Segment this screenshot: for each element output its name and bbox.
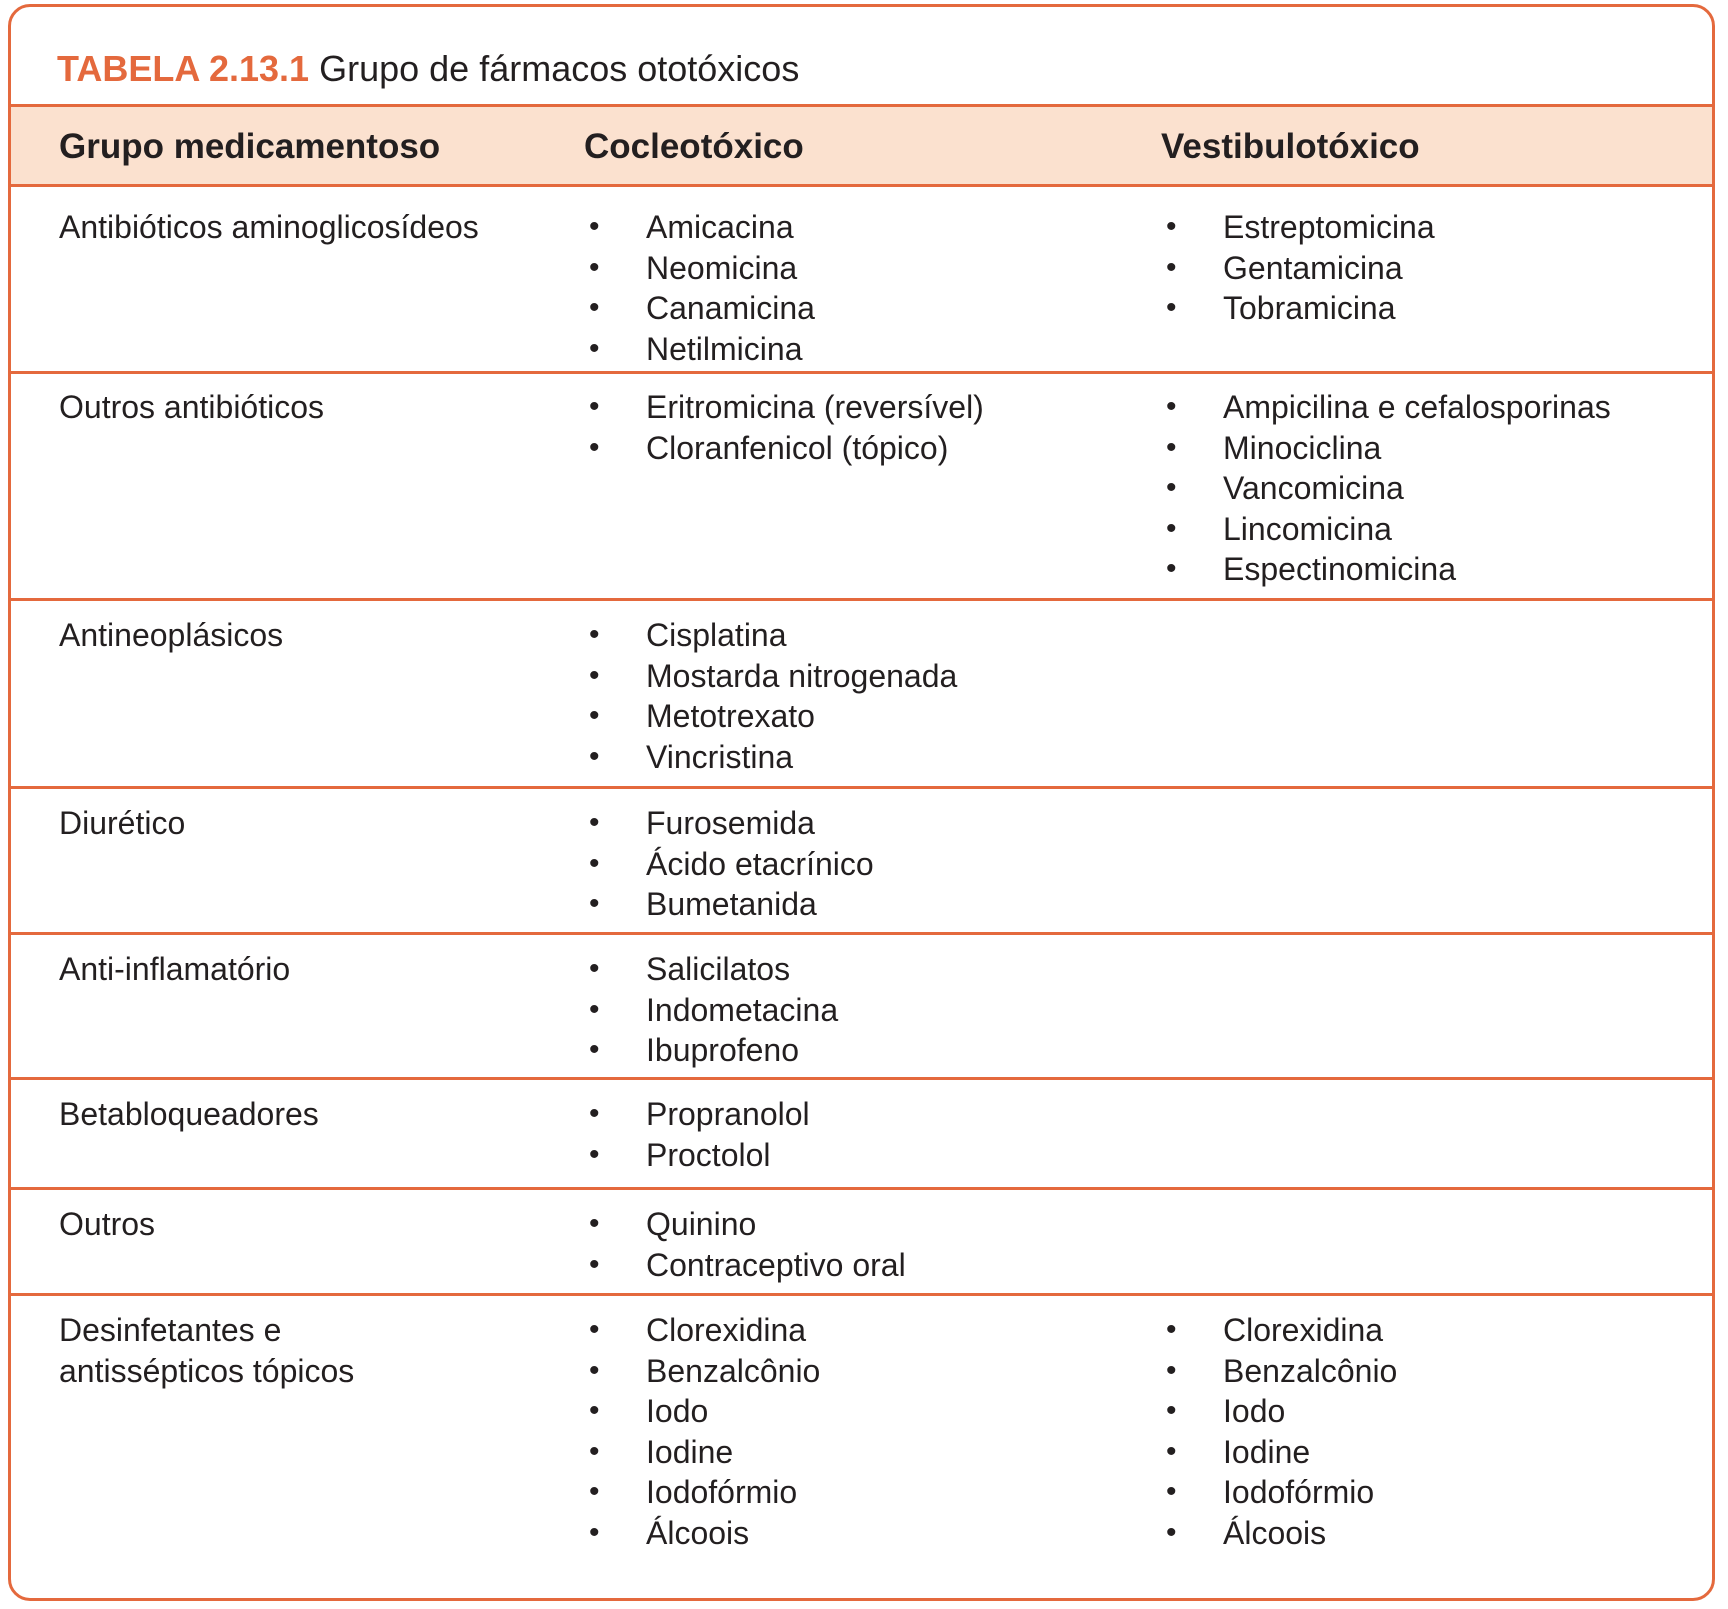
list-item: • Ibuprofeno: [589, 1030, 838, 1071]
list-item: • Amicacina: [589, 207, 815, 248]
table-row: [11, 374, 1712, 601]
list-item: • Eritromicina (reversível): [589, 387, 984, 428]
group-cell: Diurético: [59, 805, 186, 841]
table-body: [11, 187, 1712, 1581]
list-item: • Netilmicina: [589, 329, 815, 370]
list-item: • Cisplatina: [589, 615, 957, 656]
table-label: TABELA 2.13.1: [57, 48, 310, 89]
list-item: • Iodine: [1166, 1432, 1397, 1473]
table-row: [11, 1296, 1712, 1581]
cocleotoxico-list: [589, 207, 815, 369]
list-item: • Iodofórmio: [1166, 1472, 1397, 1513]
group-cell: Antibióticos aminoglicosídeos: [59, 209, 479, 245]
group-cell: Desinfetantes e antissépticos tópicos: [59, 1312, 355, 1389]
list-item: • Clorexidina: [589, 1310, 820, 1351]
list-item: • Espectinomicina: [1166, 549, 1611, 590]
list-item: • Benzalcônio: [589, 1351, 820, 1392]
list-item: • Gentamicina: [1166, 248, 1435, 289]
list-item: • Benzalcônio: [1166, 1351, 1397, 1392]
list-item: • Ácido etacrínico: [589, 844, 874, 885]
list-item: • Tobramicina: [1166, 288, 1435, 329]
header-vestibulotoxico: Vestibulotóxico: [1161, 127, 1420, 166]
list-item: • Quinino: [589, 1204, 906, 1245]
vestibulotoxico-list: [1166, 1310, 1397, 1553]
list-item: • Álcoois: [1166, 1513, 1397, 1554]
list-item: • Cloranfenicol (tópico): [589, 428, 984, 469]
table-row: [11, 1080, 1712, 1190]
table-row: [11, 935, 1712, 1080]
list-item: • Salicilatos: [589, 949, 838, 990]
list-item: • Contraceptivo oral: [589, 1245, 906, 1286]
list-item: • Iodine: [589, 1432, 820, 1473]
list-item: • Estreptomicina: [1166, 207, 1435, 248]
header-cocleotoxico: Cocleotóxico: [584, 127, 804, 166]
list-item: • Minociclina: [1166, 428, 1611, 469]
group-cell: Antineoplásicos: [59, 617, 284, 653]
list-item: • Propranolol: [589, 1094, 810, 1135]
list-item: • Ampicilina e cefalosporinas: [1166, 387, 1611, 428]
group-cell: Outros antibióticos: [59, 389, 325, 425]
table-frame: [8, 4, 1715, 1601]
list-item: • Mostarda nitrogenada: [589, 656, 957, 697]
list-item: • Álcoois: [589, 1513, 820, 1554]
table-row: [11, 789, 1712, 935]
group-cell: Outros: [59, 1206, 156, 1242]
list-item: • Iodo: [589, 1391, 820, 1432]
list-item: • Canamicina: [589, 288, 815, 329]
cocleotoxico-list: [589, 387, 984, 468]
list-item: • Vancomicina: [1166, 468, 1611, 509]
cocleotoxico-list: [589, 949, 838, 1071]
header-group: Grupo medicamentoso: [59, 127, 441, 166]
list-item: • Neomicina: [589, 248, 815, 289]
group-cell: Anti-inflamatório: [59, 951, 291, 987]
cocleotoxico-list: [589, 1094, 810, 1175]
list-item: • Iodo: [1166, 1391, 1397, 1432]
list-item: • Lincomicina: [1166, 509, 1611, 550]
list-item: • Iodofórmio: [589, 1472, 820, 1513]
list-item: • Vincristina: [589, 737, 957, 778]
vestibulotoxico-list: [1166, 207, 1435, 329]
list-item: • Bumetanida: [589, 884, 874, 925]
cocleotoxico-list: [589, 1310, 820, 1553]
cocleotoxico-list: [589, 803, 874, 925]
table-header-row: [11, 107, 1712, 187]
table-row: [11, 187, 1712, 374]
table-row: [11, 1190, 1712, 1296]
vestibulotoxico-list: [1166, 387, 1611, 590]
list-item: • Metotrexato: [589, 696, 957, 737]
cocleotoxico-list: [589, 1204, 906, 1285]
list-item: • Indometacina: [589, 990, 838, 1031]
table-caption: [11, 7, 1712, 107]
list-item: • Proctolol: [589, 1135, 810, 1176]
group-cell: Betabloqueadores: [59, 1096, 319, 1132]
table-title: Grupo de fármacos ototóxicos: [319, 48, 800, 89]
list-item: • Furosemida: [589, 803, 874, 844]
cocleotoxico-list: [589, 615, 957, 777]
table-row: [11, 601, 1712, 789]
list-item: • Clorexidina: [1166, 1310, 1397, 1351]
